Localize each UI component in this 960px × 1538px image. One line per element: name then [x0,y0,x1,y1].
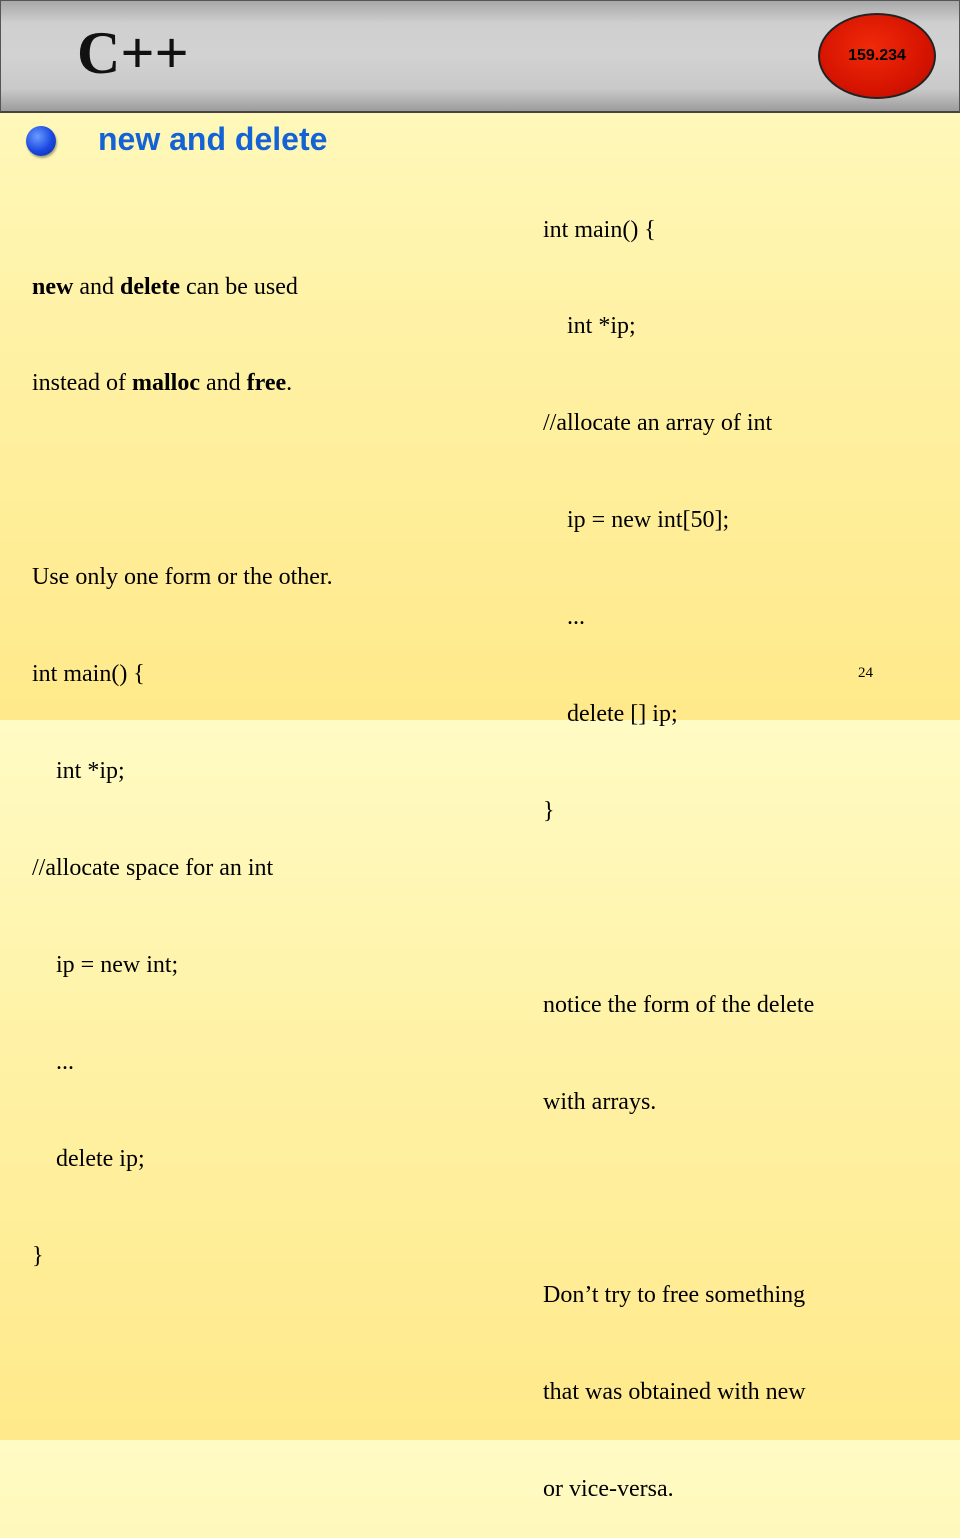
right-column [543,149,814,1538]
intro-line-1 [32,271,333,303]
code-comment-line: //allocate an array of int [543,410,773,437]
spacer [543,892,814,924]
code-line: delete ip; [56,1145,145,1172]
note-line: Don’t try to free something [543,1282,806,1309]
code-line: ip = new int; [56,951,179,978]
course-code: 159.234 [848,47,906,64]
title-bar [0,0,960,113]
note-line: notice the form of the delete [543,991,815,1018]
code-line: } [32,1242,44,1269]
course-code-badge [818,13,936,99]
note-line: or vice-versa. [543,1476,674,1503]
intro-text: and [73,273,120,300]
spacer [543,1183,814,1215]
code-line: ... [567,604,585,631]
intro-line-2 [32,367,333,399]
intro-text: instead of [32,370,132,397]
note-line: with arrays. [543,1088,657,1115]
keyword-malloc: malloc [131,370,200,397]
intro-text: and [199,370,247,397]
code-line: int main() { [543,216,656,243]
keyword-free: free [246,370,287,397]
code-line: } [543,797,555,824]
left-column [32,206,333,1304]
code-comment-line: //allocate space for an int [32,854,274,881]
intro-text: can be used [179,273,298,300]
code-line: ... [56,1048,74,1075]
spacer [32,464,333,496]
bullet-icon [26,126,56,156]
keyword-new: new [32,273,74,300]
page-number: 24 [858,665,873,681]
intro-text: . [286,370,293,397]
code-line: int *ip; [56,758,125,785]
code-line: int *ip; [567,313,636,340]
note-line: Use only one form or the other. [32,564,333,591]
code-line: ip = new int[50]; [567,507,730,534]
slide-title: C++ [77,20,189,86]
note-line: that was obtained with new [543,1379,806,1406]
keyword-delete: delete [120,273,180,300]
section-heading: new and delete [98,121,328,157]
code-line: delete [] ip; [567,701,678,728]
code-line: int main() { [32,661,145,688]
